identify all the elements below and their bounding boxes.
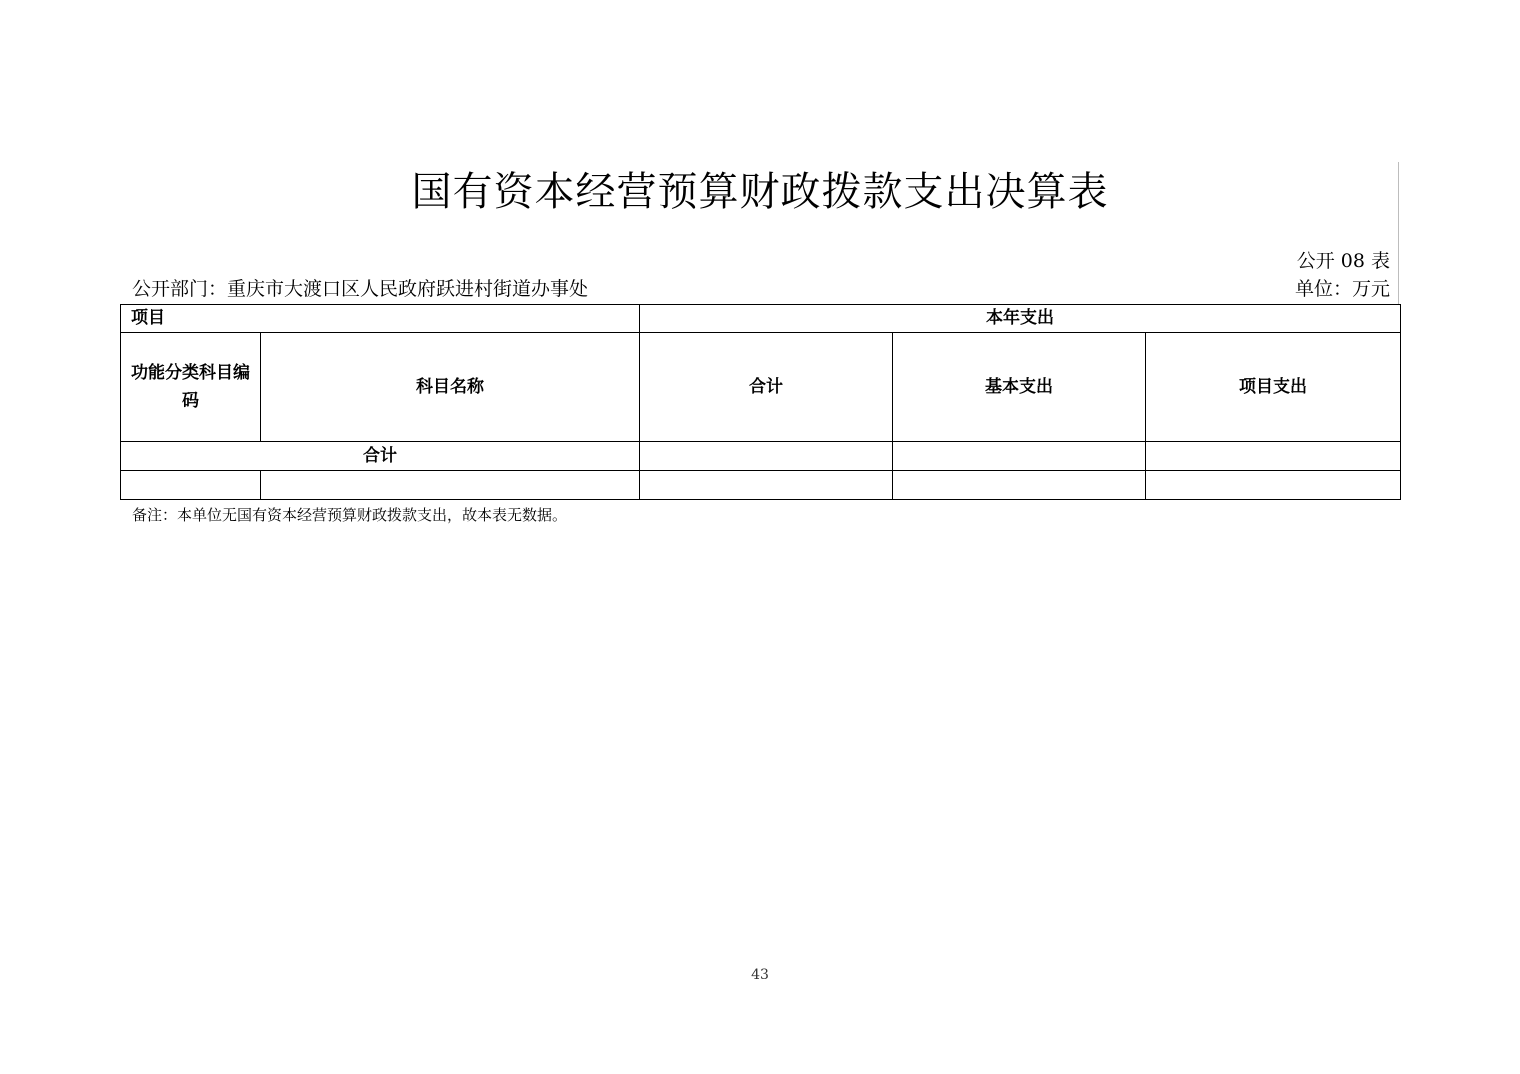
table-header-row-2 xyxy=(121,333,1401,442)
total-row xyxy=(121,442,1401,471)
data-cell-basic xyxy=(893,471,1146,500)
table-number: 公开 08 表 xyxy=(1296,250,1390,272)
total-row-total xyxy=(640,442,893,471)
unit-label: 单位：万元 xyxy=(1294,278,1390,300)
total-row-basic xyxy=(893,442,1146,471)
table-note: 备注：本单位无国有资本经营预算财政拨款支出，故本表无数据。 xyxy=(132,506,568,524)
column-header-basic: 基本支出 xyxy=(893,333,1146,442)
header-current-year: 本年支出 xyxy=(640,305,1401,333)
column-header-name: 科目名称 xyxy=(261,333,640,442)
data-cell-code xyxy=(121,471,261,500)
column-header-total: 合计 xyxy=(640,333,893,442)
table-header-row-1 xyxy=(121,305,1401,333)
data-cell-project xyxy=(1146,471,1401,500)
page-number: 43 xyxy=(751,967,769,983)
column-header-code: 功能分类科目编码 xyxy=(121,333,261,442)
page-title: 国有资本经营预算财政拨款支出决算表 xyxy=(411,169,1109,215)
data-cell-name xyxy=(261,471,640,500)
total-row-label: 合计 xyxy=(121,442,640,471)
total-row-project xyxy=(1146,442,1401,471)
column-header-project: 项目支出 xyxy=(1146,333,1401,442)
data-cell-total xyxy=(640,471,893,500)
expenditure-table xyxy=(120,304,1401,500)
header-item: 项目 xyxy=(121,305,640,333)
table-row xyxy=(121,471,1401,500)
department-label: 公开部门：重庆市大渡口区人民政府跃进村街道办事处 xyxy=(132,278,589,300)
